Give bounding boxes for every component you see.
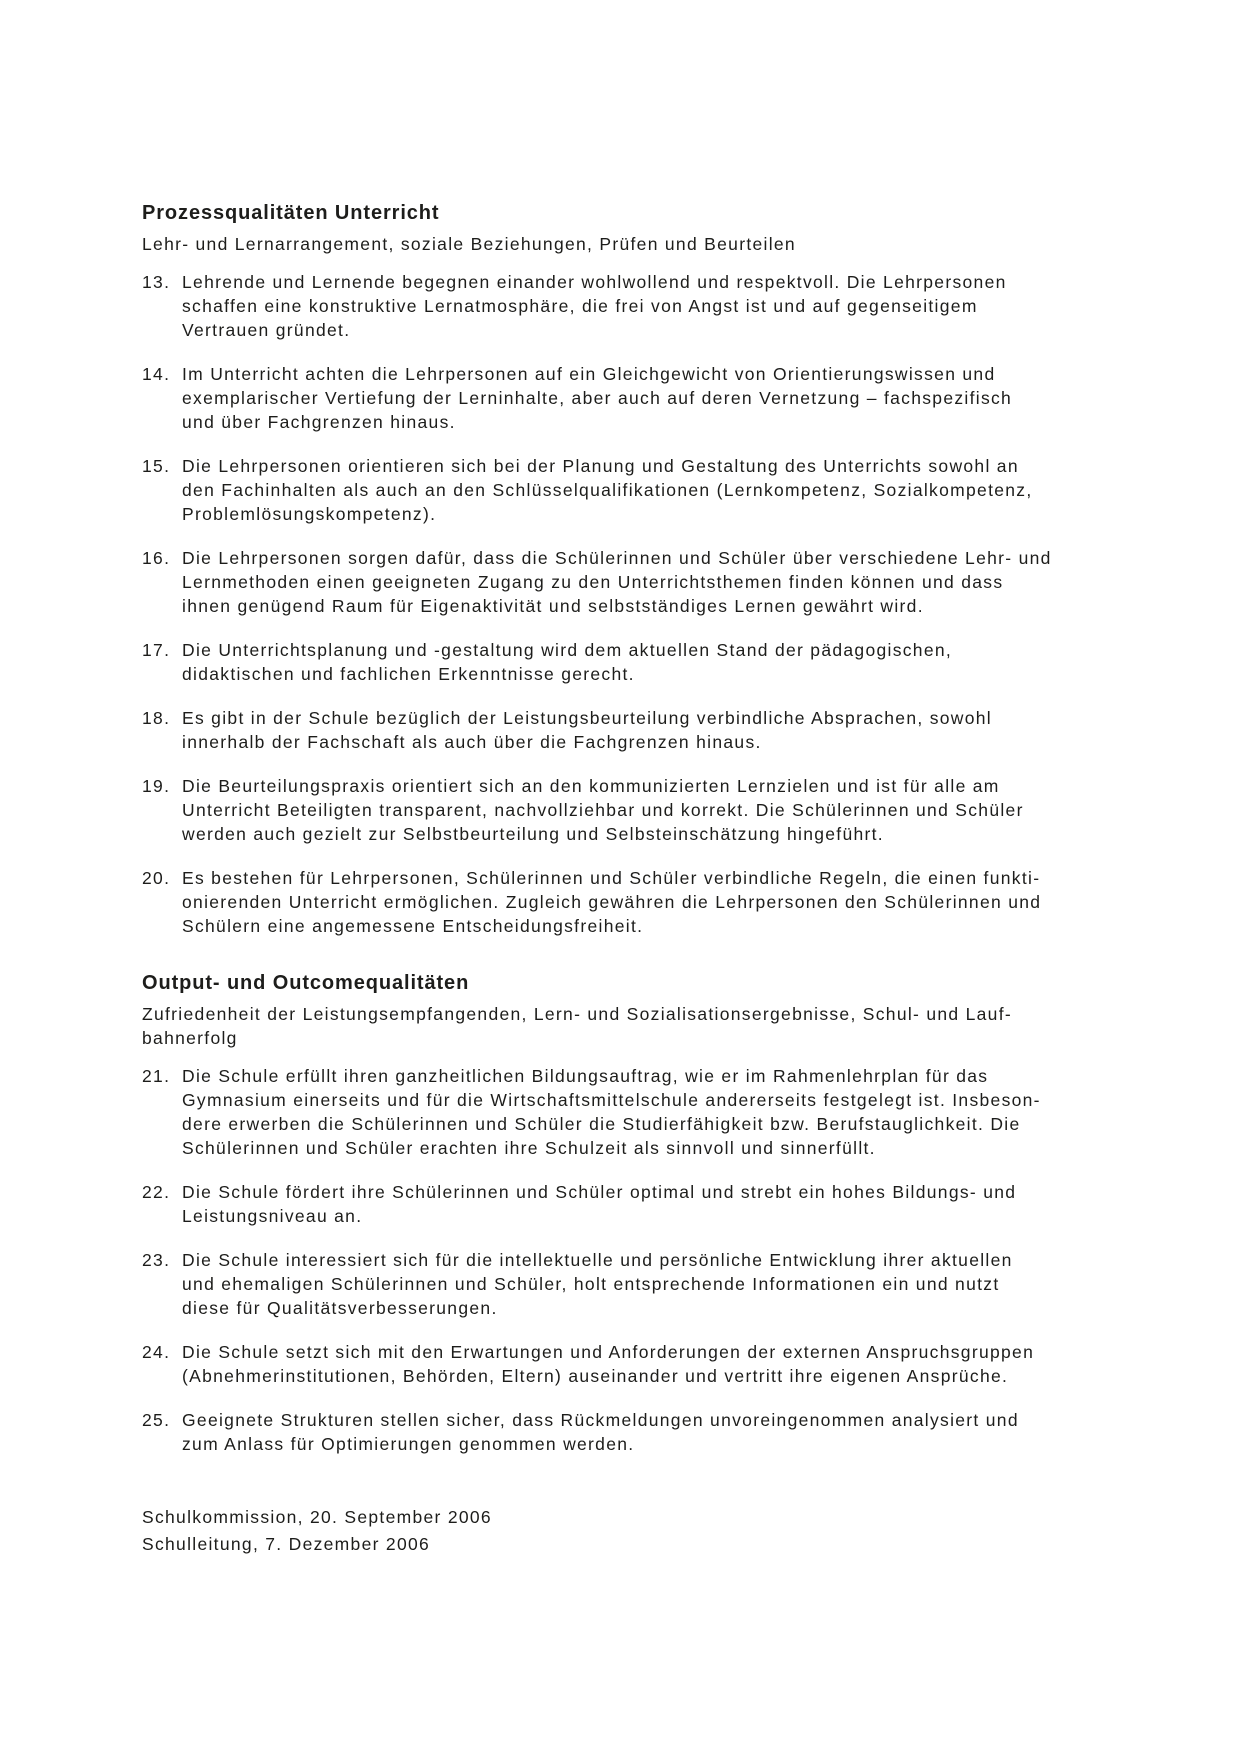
section-subtitle	[142, 232, 1127, 256]
item-text-line: Es bestehen für Lehrpersonen, Schülerinnen und Schüler verbindliche Regeln, die einen funkti-	[182, 868, 1041, 888]
item-number: 13.	[142, 272, 171, 292]
item-text-line: Im Unterricht achten die Lehrpersonen auf ein Gleichgewicht von Orientierungswissen und	[182, 364, 996, 384]
item-text	[182, 774, 1024, 846]
item-number: 21.	[142, 1066, 171, 1086]
item-text	[182, 706, 992, 754]
item-text-line: werden auch gezielt zur Selbstbeurteilung und Selbsteinschätzung hingeführt.	[182, 824, 884, 844]
item-text-line: Die Schule fördert ihre Schülerinnen und Schüler optimal und strebt ein hohes Bildungs- und	[182, 1182, 1017, 1202]
item-text	[182, 454, 1033, 526]
item-text-line: Problemlösungskompetenz).	[182, 504, 437, 524]
list-item	[142, 546, 1127, 618]
item-number: 18.	[142, 708, 171, 728]
item-text-line: Die Schule erfüllt ihren ganzheitlichen Bildungsauftrag, wie er im Rahmenlehrplan für das	[182, 1066, 989, 1086]
item-text-line: Leistungsniveau an.	[182, 1206, 363, 1226]
item-list	[142, 270, 1127, 938]
list-item	[142, 1408, 1127, 1456]
item-text	[182, 1248, 1013, 1320]
item-text	[182, 866, 1041, 938]
item-text-line: Die Lehrpersonen sorgen dafür, dass die Schülerinnen und Schüler über verschiedene Lehr- und	[182, 548, 1052, 568]
item-text-line: Die Schule setzt sich mit den Erwartungen und Anforderungen der externen Anspruchsgruppen	[182, 1342, 1035, 1362]
item-text-line: Die Unterrichtsplanung und -gestaltung wird dem aktuellen Stand der pädagogischen,	[182, 640, 953, 660]
footer-line: Schulkommission, 20. September 2006	[142, 1507, 492, 1527]
item-text	[182, 638, 952, 686]
item-text-line: onierenden Unterricht ermöglichen. Zugleich gewähren die Lehrpersonen den Schülerinnen und	[182, 892, 1042, 912]
item-text-line: dere erwerben die Schülerinnen und Schüler die Studierfähigkeit bzw. Berufstauglichkeit. Die	[182, 1114, 1021, 1134]
list-item	[142, 1248, 1127, 1320]
item-number: 22.	[142, 1182, 171, 1202]
item-text-line: ihnen genügend Raum für Eigenaktivität und selbstständiges Lernen gewährt wird.	[182, 596, 924, 616]
list-item	[142, 362, 1127, 434]
item-text	[182, 270, 1007, 342]
item-number: 17.	[142, 640, 171, 660]
section-subtitle	[142, 1002, 1127, 1050]
list-item	[142, 706, 1127, 754]
item-text-line: Die Beurteilungspraxis orientiert sich an den kommunizierten Lernzielen und ist für alle am	[182, 776, 1000, 796]
list-item	[142, 1340, 1127, 1388]
item-text-line: und ehemaligen Schülerinnen und Schüler, holt entsprechende Informationen ein und nutzt	[182, 1274, 1000, 1294]
item-number: 15.	[142, 456, 171, 476]
item-number: 19.	[142, 776, 171, 796]
item-text	[182, 1340, 1034, 1388]
item-text-line: und über Fachgrenzen hinaus.	[182, 412, 456, 432]
document-footer	[142, 1504, 1127, 1558]
item-text	[182, 1180, 1016, 1228]
item-text	[182, 1064, 1041, 1160]
item-text-line: exemplarischer Vertiefung der Lerninhalte, aber auch auf deren Vernetzung – fachspezifisch	[182, 388, 1013, 408]
item-text-line: Geeignete Strukturen stellen sicher, dass Rückmeldungen unvoreingenommen analysiert und	[182, 1410, 1019, 1430]
item-text-line: zum Anlass für Optimierungen genommen werden.	[182, 1434, 635, 1454]
document-content	[142, 200, 1127, 1558]
item-text	[182, 1408, 1019, 1456]
list-item	[142, 638, 1127, 686]
list-item	[142, 774, 1127, 846]
item-number: 25.	[142, 1410, 171, 1430]
section	[142, 200, 1127, 938]
item-text-line: Vertrauen gründet.	[182, 320, 351, 340]
list-item	[142, 1064, 1127, 1160]
list-item	[142, 1180, 1127, 1228]
item-text-line: Schülerinnen und Schüler erachten ihre Schulzeit als sinnvoll und sinnerfüllt.	[182, 1138, 876, 1158]
item-text-line: Lehrende und Lernende begegnen einander wohlwollend und respektvoll. Die Lehrpersonen	[182, 272, 1007, 292]
item-number: 24.	[142, 1342, 171, 1362]
section-heading: Output- und Outcomequalitäten	[142, 972, 470, 994]
item-text-line: Unterricht Beteiligten transparent, nachvollziehbar und korrekt. Die Schülerinnen und Schüler	[182, 800, 1024, 820]
item-text-line: Lernmethoden einen geeigneten Zugang zu den Unterrichtsthemen finden können und dass	[182, 572, 1004, 592]
section-subtitle-line: Zufriedenheit der Leistungsempfangenden, Lern- und Sozialisationsergebnisse, Schul- und Lauf-	[142, 1004, 1012, 1024]
item-text-line: Die Schule interessiert sich für die intellektuelle und persönliche Entwicklung ihrer aktuellen	[182, 1250, 1013, 1270]
section-subtitle-line: Lehr- und Lernarrangement, soziale Beziehungen, Prüfen und Beurteilen	[142, 234, 796, 254]
footer-line: Schulleitung, 7. Dezember 2006	[142, 1534, 431, 1554]
item-text-line: den Fachinhalten als auch an den Schlüsselqualifikationen (Lernkompetenz, Sozialkompetenz,	[182, 480, 1033, 500]
section	[142, 970, 1127, 1456]
section-heading: Prozessqualitäten Unterricht	[142, 202, 440, 224]
item-text-line: schaffen eine konstruktive Lernatmosphäre, die frei von Angst ist und auf gegenseitigem	[182, 296, 978, 316]
item-text-line: Es gibt in der Schule bezüglich der Leistungsbeurteilung verbindliche Absprachen, sowohl	[182, 708, 992, 728]
item-text-line: innerhalb der Fachschaft als auch über die Fachgrenzen hinaus.	[182, 732, 762, 752]
item-text	[182, 362, 1012, 434]
item-number: 20.	[142, 868, 171, 888]
item-list	[142, 1064, 1127, 1456]
item-text-line: Die Lehrpersonen orientieren sich bei der Planung und Gestaltung des Unterrichts sowohl an	[182, 456, 1019, 476]
list-item	[142, 866, 1127, 938]
item-text	[182, 546, 1052, 618]
section-subtitle-line: bahnerfolg	[142, 1028, 238, 1048]
list-item	[142, 454, 1127, 526]
item-text-line: (Abnehmerinstitutionen, Behörden, Eltern) auseinander und vertritt ihre eigenen Ansprüche.	[182, 1366, 1009, 1386]
item-text-line: didaktischen und fachlichen Erkenntnisse gerecht.	[182, 664, 635, 684]
item-number: 16.	[142, 548, 171, 568]
item-text-line: Gymnasium einerseits und für die Wirtschaftsmittelschule andererseits festgelegt ist. Insbeson-	[182, 1090, 1041, 1110]
item-number: 23.	[142, 1250, 171, 1270]
item-number: 14.	[142, 364, 171, 384]
item-text-line: diese für Qualitätsverbesserungen.	[182, 1298, 498, 1318]
item-text-line: Schülern eine angemessene Entscheidungsfreiheit.	[182, 916, 644, 936]
list-item	[142, 270, 1127, 342]
